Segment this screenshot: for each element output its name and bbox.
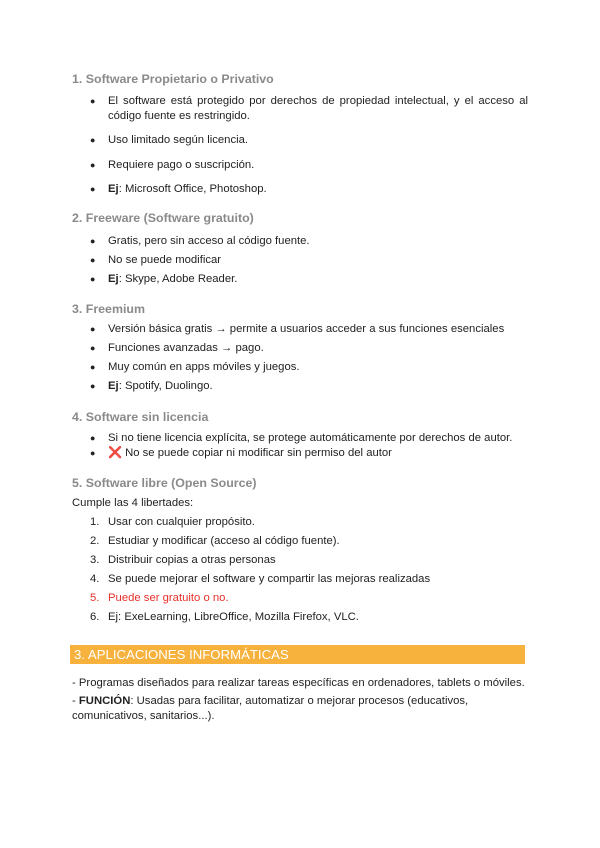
numbered-item — [90, 573, 430, 585]
bullet-icon: ● — [90, 324, 96, 334]
item-text: Usar con cualquier propósito. — [108, 516, 255, 528]
example-text: : Spotify, Duolingo. — [118, 380, 213, 392]
bullet-icon: ● — [90, 255, 96, 265]
bullet-icon: ● — [90, 184, 96, 194]
list-item — [90, 253, 528, 268]
numbered-item — [90, 516, 255, 528]
list-item — [90, 158, 528, 173]
example-label: Ej — [108, 380, 119, 392]
list-item — [90, 182, 528, 197]
bullet-icon: ● — [90, 433, 96, 443]
list-item — [90, 446, 528, 461]
item-text: Se puede mejorar el software y compartir las mejoras realizadas — [108, 573, 431, 585]
bullet-text: Gratis, pero sin acceso al código fuente. — [108, 235, 310, 247]
bullet-icon: ● — [90, 236, 96, 246]
bullet-icon: ● — [90, 135, 96, 145]
numbered-item — [90, 554, 276, 566]
section-5-heading: 5. Software libre (Open Source) — [72, 476, 257, 490]
list-item — [90, 94, 528, 124]
bullet-text: Si no tiene licencia explícita, se protege automáticamente por derechos de autor. — [108, 432, 513, 444]
bullet-text: Versión básica gratis → permite a usuarios acceder a sus funciones esenciales — [108, 323, 505, 335]
numbered-item-highlight — [90, 592, 229, 604]
list-item — [90, 272, 528, 287]
section-3-heading: 3. Freemium — [72, 302, 145, 316]
apps-function — [72, 694, 532, 723]
example-label: Ej — [108, 183, 119, 195]
bullet-icon: ● — [90, 448, 96, 458]
section-1-heading: 1. Software Propietario o Privativo — [72, 72, 274, 86]
bullet-text: El software está protegido por derechos de propiedad intelectual, y el acceso al código fuente es restringido. — [108, 95, 528, 122]
section-4-heading: 4. Software sin licencia — [72, 410, 209, 424]
apps-description: - Programas diseñados para realizar tareas específicas en ordenadores, tablets o móviles. — [72, 677, 525, 689]
bullet-icon: ● — [90, 381, 96, 391]
bullet-icon: ● — [90, 362, 96, 372]
item-number: 6. — [90, 611, 100, 623]
item-number: 2. — [90, 535, 100, 547]
applications-banner: 3. APLICACIONES INFORMÁTICAS — [70, 645, 525, 664]
cross-mark-icon: ❌ — [108, 447, 123, 459]
function-text: : Usadas para facilitar, automatizar o mejorar procesos (educativos, comunicativos, sanitarios...). — [72, 695, 469, 722]
example-text: : Microsoft Office, Photoshop. — [118, 183, 267, 195]
item-number: 5. — [90, 592, 100, 604]
list-item — [90, 234, 528, 249]
example-text: : Skype, Adobe Reader. — [118, 273, 238, 285]
bullet-icon: ● — [90, 274, 96, 284]
example-label: Ej — [108, 273, 119, 285]
numbered-item — [90, 611, 359, 623]
bullet-text: Muy común en apps móviles y juegos. — [108, 361, 300, 373]
item-text: Ej: ExeLearning, LibreOffice, Mozilla Firefox, VLC. — [108, 611, 359, 623]
list-item — [90, 341, 528, 356]
list-item — [90, 431, 528, 446]
item-number: 3. — [90, 554, 100, 566]
item-text: Estudiar y modificar (acceso al código fuente). — [108, 535, 340, 547]
section-5-intro: Cumple las 4 libertades: — [72, 497, 194, 509]
section-2-heading: 2. Freeware (Software gratuito) — [72, 211, 254, 225]
list-item — [90, 379, 528, 394]
bullet-text: No se puede modificar — [108, 254, 222, 266]
bullet-icon: ● — [90, 160, 96, 170]
list-item — [90, 360, 528, 375]
function-label: FUNCIÓN — [78, 695, 131, 707]
list-item — [90, 322, 528, 337]
item-text: Distribuir copias a otras personas — [108, 554, 276, 566]
function-prefix: - — [72, 695, 79, 707]
bullet-text: Requiere pago o suscripción. — [108, 159, 255, 171]
bullet-text: No se puede copiar ni modificar sin permiso del autor — [125, 447, 392, 459]
item-number: 4. — [90, 573, 100, 585]
item-number: 1. — [90, 516, 100, 528]
list-item — [90, 133, 528, 148]
numbered-item — [90, 535, 340, 547]
bullet-icon: ● — [90, 343, 96, 353]
bullet-text: Funciones avanzadas → pago. — [108, 342, 264, 354]
item-text: Puede ser gratuito o no. — [108, 592, 229, 604]
bullet-text: Uso limitado según licencia. — [108, 134, 249, 146]
bullet-icon: ● — [90, 96, 96, 106]
